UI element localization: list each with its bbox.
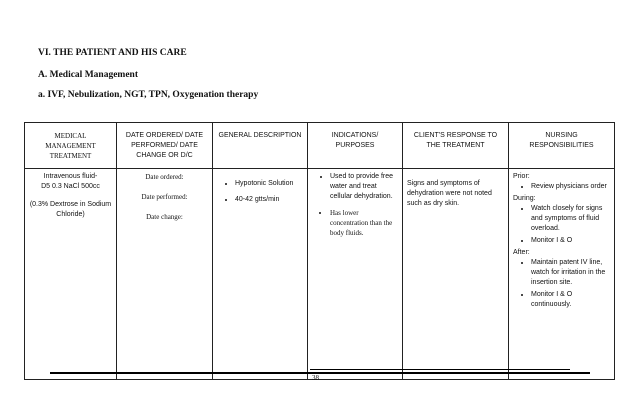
medical-management-table — [24, 122, 615, 380]
treatment-cell — [25, 169, 117, 380]
list-item: • Maintain patent IV line, watch for irritation in the insertion site. — [531, 258, 610, 288]
topic-heading: a. IVF, Nebulization, NGT, TPN, Oxygenation therapy — [38, 90, 259, 100]
list-item: • Monitor I & O continuously. — [531, 290, 610, 310]
header-description: GENERAL DESCRIPTION — [213, 123, 308, 169]
list-item: • Watch closely for signs and symptoms of fluid overload. — [531, 204, 610, 234]
list-item: • Monitor I & O — [531, 236, 610, 246]
date-ordered: Date ordered: — [145, 173, 184, 181]
footer-rule — [50, 372, 590, 374]
table-header-row — [25, 123, 615, 169]
treatment-line: Intravenous fluid- — [43, 173, 98, 180]
treatment-line: (0.3% Dextrose in Sodium Chloride) — [29, 201, 112, 218]
header-response: CLIENT'S RESPONSE TO THE TREATMENT — [403, 123, 509, 169]
during-label: During: — [513, 195, 536, 202]
date-performed: Date performed: — [141, 193, 188, 201]
prior-label: Prior: — [513, 173, 530, 180]
list-item: • Used to provide free water and treat cellular dehydration. — [330, 172, 398, 202]
header-nursing: NURSING RESPONSIBILITIES — [509, 123, 615, 169]
response-cell — [403, 169, 509, 380]
description-cell — [213, 169, 308, 380]
nursing-cell — [509, 169, 615, 380]
list-item: • Has lower concentration than the body fluids. — [330, 208, 398, 238]
treatment-line: D5 0.3 NaCl 500cc — [41, 183, 100, 190]
section-heading: VI. THE PATIENT AND HIS CARE — [38, 48, 187, 58]
list-item: • 40-42 gtts/min — [235, 195, 303, 205]
date-change: Date change: — [146, 213, 183, 221]
header-indications: INDICATIONS/ PURPOSES — [308, 123, 403, 169]
header-treatment: MEDICAL MANAGEMENT TREATMENT — [25, 123, 117, 169]
table-row — [25, 169, 615, 380]
header-dates: DATE ORDERED/ DATE PERFORMED/ DATE CHANGE OR D/C — [117, 123, 213, 169]
response-text: Signs and symptoms of dehydration were not noted such as dry skin. — [407, 180, 492, 207]
dates-cell — [117, 169, 213, 380]
footer-rule-thin — [310, 369, 570, 370]
list-item: • Review physicians order — [531, 182, 610, 192]
after-label: After: — [513, 249, 530, 256]
page-number: 38 — [312, 374, 319, 382]
subsection-heading: A. Medical Management — [38, 70, 138, 80]
list-item: • Hypotonic Solution — [235, 179, 303, 189]
indications-cell — [308, 169, 403, 380]
